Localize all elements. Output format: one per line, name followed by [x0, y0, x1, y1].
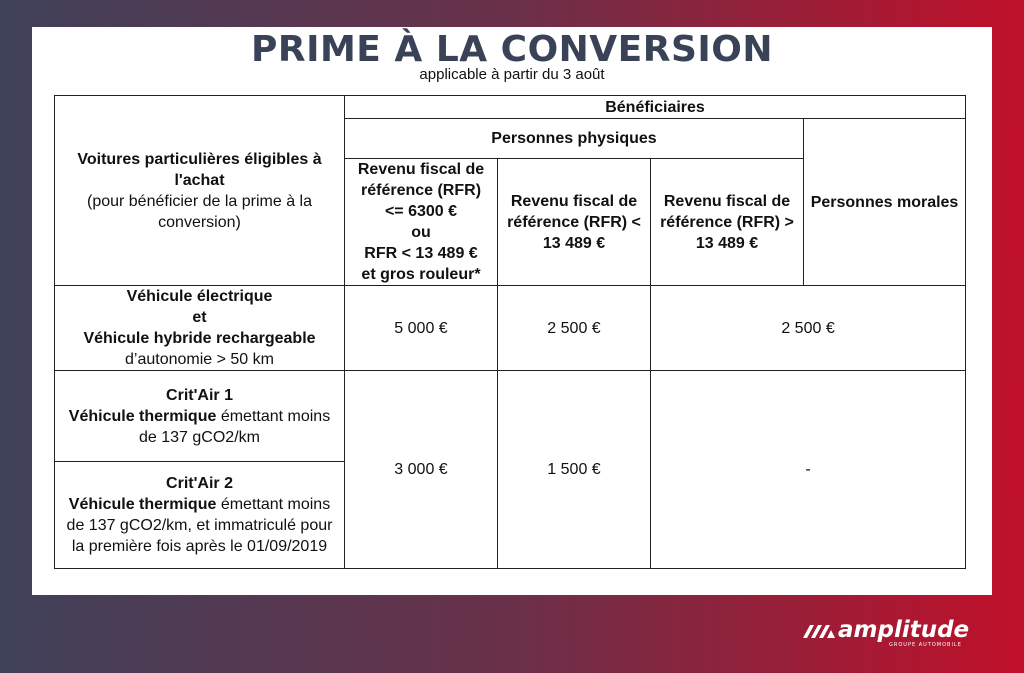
- critair2-label: Crit'Air 2: [166, 475, 233, 492]
- table-row-electric: [55, 286, 966, 371]
- logo-wordmark: amplitude: [838, 617, 970, 643]
- header-row-beneficiaires: [55, 96, 966, 119]
- document-card: [32, 27, 992, 595]
- header-beneficiaires: Bénéficiaires: [345, 96, 966, 119]
- electric-value-rfr-under: 2 500 €: [498, 286, 651, 371]
- critair1-vt-bold: Véhicule thermique: [68, 407, 217, 425]
- rfr-low-line-5: et gros rouleur*: [361, 266, 481, 283]
- amplitude-logo: [803, 617, 973, 649]
- electric-label-4: d’autonomie > 50 km: [125, 351, 274, 368]
- thermal-value-rfr-low: 3 000 €: [345, 371, 498, 569]
- electric-value-rfr-low: 5 000 €: [345, 286, 498, 371]
- critair1-description: [59, 406, 340, 448]
- header-eligible-vehicles: [55, 96, 345, 286]
- header-rfr-under: Revenu fiscal de référence (RFR) < 13 489 €: [498, 159, 651, 286]
- critair1-vt-normal: émettant moins de 137 gCO2/km: [139, 407, 331, 446]
- critair2-vt-bold: Véhicule thermique: [68, 496, 217, 513]
- header-eligible-bold: Voitures particulières éligibles à l'achat: [77, 150, 322, 189]
- row-label-critair1: [55, 371, 345, 462]
- rfr-low-line-2: <= 6300 €: [384, 203, 458, 220]
- row-label-electric: [55, 286, 345, 371]
- header-rfr-over: Revenu fiscal de référence (RFR) > 13 489 €: [651, 159, 804, 286]
- thermal-value-rfr-over-morales: -: [651, 371, 966, 569]
- logo-tagline: GROUPE AUTOMOBILE: [889, 642, 962, 648]
- rfr-low-line-3: ou: [411, 224, 431, 241]
- amplitude-logo-icon: [803, 625, 835, 638]
- electric-label-2: et: [192, 309, 207, 326]
- rfr-low-line-4: RFR < 13 489 €: [364, 245, 478, 262]
- prime-table: [54, 95, 966, 569]
- header-rfr-low: [345, 159, 498, 286]
- electric-value-rfr-over-morales: 2 500 €: [651, 286, 966, 371]
- critair1-label: Crit'Air 1: [166, 386, 233, 404]
- electric-label-1: Véhicule électrique: [126, 288, 273, 305]
- header-eligible-note: (pour bénéficier de la prime à la conversion): [86, 192, 312, 231]
- thermal-value-rfr-under: 1 500 €: [498, 371, 651, 569]
- table-row-critair1: [55, 371, 966, 462]
- electric-label-3: Véhicule hybride rechargeable: [83, 330, 316, 347]
- page-subtitle: applicable à partir du 3 août: [419, 66, 605, 83]
- critair2-vt-normal: émettant moins de 137 gCO2/km, et immatriculé pour la première fois après le 01/09/2019: [66, 496, 333, 555]
- rfr-low-line-1: Revenu fiscal de référence (RFR): [357, 161, 485, 199]
- row-label-critair2: [55, 462, 345, 569]
- header-personnes-morales: Personnes morales: [804, 119, 966, 286]
- header-personnes-physiques: Personnes physiques: [345, 119, 804, 159]
- critair2-description: [59, 494, 340, 557]
- page-title: PRIME À LA CONVERSION: [250, 29, 774, 70]
